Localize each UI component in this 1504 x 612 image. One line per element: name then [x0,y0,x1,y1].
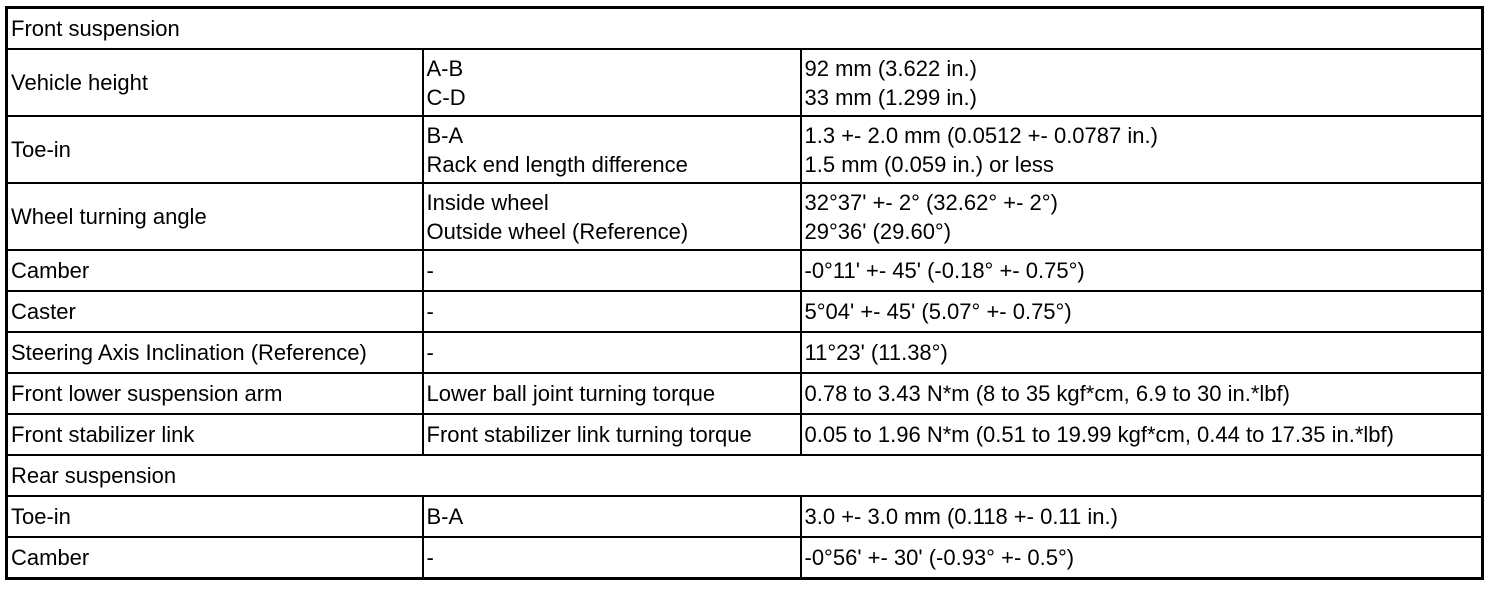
value-cell [801,116,1483,183]
table-row [7,332,1483,373]
item-cell: Steering Axis Inclination (Reference) [7,332,423,373]
value-cell: 0.05 to 1.96 N*m (0.51 to 19.99 kgf*cm, 0.44 to 17.35 in.*lbf) [801,414,1483,455]
value-line: 33 mm (1.299 in.) [804,84,977,110]
table-row [7,49,1483,116]
condition-cell: - [423,537,801,579]
condition-line: C-D [426,84,466,110]
item-cell: Toe-in [7,116,423,183]
value-line: 1.3 +- 2.0 mm (0.0512 +- 0.0787 in.) [804,122,1158,148]
table-row [7,116,1483,183]
table-row [7,537,1483,579]
item-cell: Camber [7,250,423,291]
condition-line: A-B [426,55,464,81]
value-line: 29°36' (29.60°) [804,218,952,244]
item-cell: Vehicle height [7,49,423,116]
value-cell: 5°04' +- 45' (5.07° +- 0.75°) [801,291,1483,332]
item-cell: Caster [7,291,423,332]
condition-cell [423,49,801,116]
condition-cell: Lower ball joint turning torque [423,373,801,414]
condition-cell: - [423,332,801,373]
table-row [7,250,1483,291]
value-line: 92 mm (3.622 in.) [804,55,977,81]
value-cell: 3.0 +- 3.0 mm (0.118 +- 0.11 in.) [801,496,1483,537]
item-cell: Front lower suspension arm [7,373,423,414]
table-row [7,291,1483,332]
condition-cell: - [423,291,801,332]
value-cell: 0.78 to 3.43 N*m (8 to 35 kgf*cm, 6.9 to 30 in.*lbf) [801,373,1483,414]
value-cell: 11°23' (11.38°) [801,332,1483,373]
section-title-rear: Rear suspension [7,455,1483,496]
condition-line: B-A [426,122,464,148]
item-cell: Wheel turning angle [7,183,423,250]
section-row-front [7,8,1483,50]
condition-line: Inside wheel [426,189,549,215]
condition-cell: - [423,250,801,291]
value-line: 1.5 mm (0.059 in.) or less [804,151,1054,177]
condition-line: Rack end length difference [426,151,688,177]
table-row [7,183,1483,250]
value-cell: -0°11' +- 45' (-0.18° +- 0.75°) [801,250,1483,291]
value-line: 32°37' +- 2° (32.62° +- 2°) [804,189,1058,215]
condition-cell [423,183,801,250]
table-body [7,8,1483,579]
table-row [7,373,1483,414]
section-title-front: Front suspension [7,8,1483,50]
condition-cell: Front stabilizer link turning torque [423,414,801,455]
table-row [7,414,1483,455]
suspension-spec-table [5,6,1484,580]
section-row-rear [7,455,1483,496]
value-cell: -0°56' +- 30' (-0.93° +- 0.5°) [801,537,1483,579]
table-row [7,496,1483,537]
value-cell [801,49,1483,116]
item-cell: Camber [7,537,423,579]
condition-cell [423,116,801,183]
condition-line: Outside wheel (Reference) [426,218,689,244]
value-cell [801,183,1483,250]
item-cell: Toe-in [7,496,423,537]
condition-cell: B-A [423,496,801,537]
item-cell: Front stabilizer link [7,414,423,455]
